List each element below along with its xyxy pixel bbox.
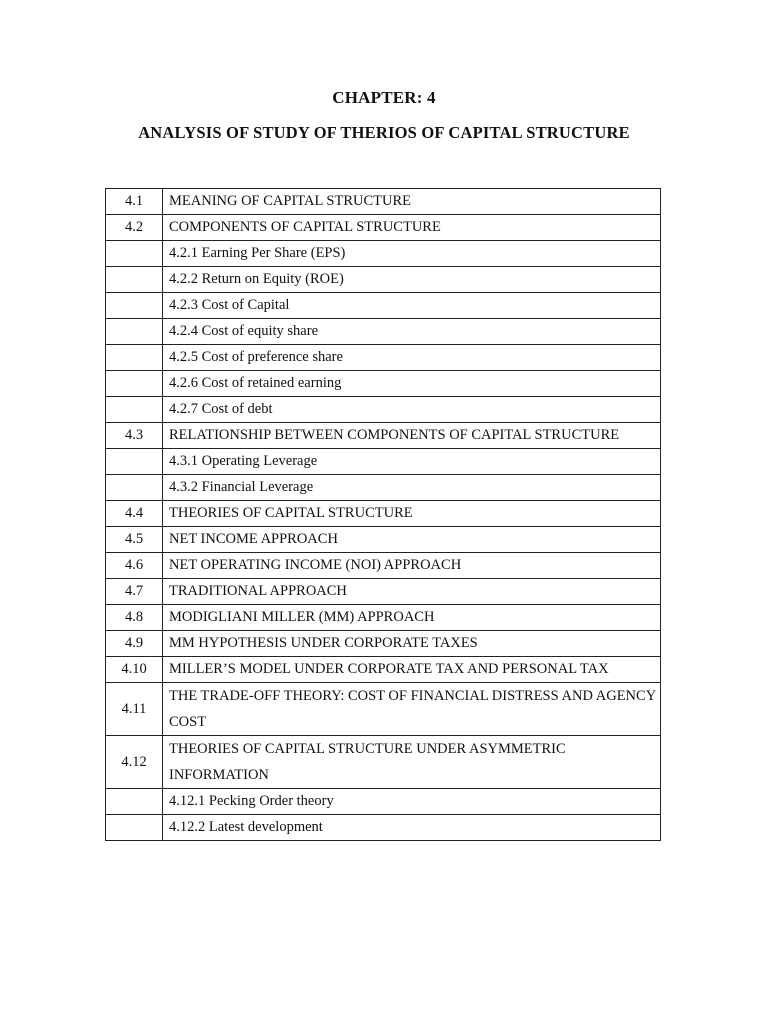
section-number: 4.9 [106, 631, 163, 657]
section-number [106, 345, 163, 371]
section-title: MM HYPOTHESIS UNDER CORPORATE TAXES [163, 631, 661, 657]
section-title: 4.2.2 Return on Equity (ROE) [163, 267, 661, 293]
table-row [106, 815, 661, 841]
table-row [106, 683, 661, 736]
section-title: 4.2.4 Cost of equity share [163, 319, 661, 345]
table-row [106, 371, 661, 397]
section-title: THE TRADE-OFF THEORY: COST OF FINANCIAL DISTRESS AND AGENCY COST [163, 683, 661, 736]
section-title: TRADITIONAL APPROACH [163, 579, 661, 605]
table-row [106, 449, 661, 475]
table-row [106, 527, 661, 553]
table-row [106, 501, 661, 527]
table-row [106, 267, 661, 293]
table-row [106, 789, 661, 815]
section-number: 4.1 [106, 189, 163, 215]
section-title: MILLER’S MODEL UNDER CORPORATE TAX AND PERSONAL TAX [163, 657, 661, 683]
table-row [106, 553, 661, 579]
section-title: THEORIES OF CAPITAL STRUCTURE UNDER ASYMMETRIC INFORMATION [163, 736, 661, 789]
section-title: 4.2.5 Cost of preference share [163, 345, 661, 371]
section-title: COMPONENTS OF CAPITAL STRUCTURE [163, 215, 661, 241]
section-title: 4.12.1 Pecking Order theory [163, 789, 661, 815]
section-title: 4.12.2 Latest development [163, 815, 661, 841]
section-number: 4.11 [106, 683, 163, 736]
section-number: 4.2 [106, 215, 163, 241]
section-number [106, 319, 163, 345]
section-title: 4.2.6 Cost of retained earning [163, 371, 661, 397]
section-title: RELATIONSHIP BETWEEN COMPONENTS OF CAPITAL STRUCTURE [163, 423, 661, 449]
table-row [106, 241, 661, 267]
table-row [106, 397, 661, 423]
section-number: 4.5 [106, 527, 163, 553]
section-title: 4.3.1 Operating Leverage [163, 449, 661, 475]
table-row [106, 189, 661, 215]
section-number: 4.8 [106, 605, 163, 631]
section-number [106, 267, 163, 293]
section-number: 4.10 [106, 657, 163, 683]
section-number: 4.6 [106, 553, 163, 579]
contents-table [105, 188, 661, 841]
section-number [106, 241, 163, 267]
section-title: MEANING OF CAPITAL STRUCTURE [163, 189, 661, 215]
contents-table-body [106, 189, 661, 841]
table-row [106, 631, 661, 657]
section-number [106, 789, 163, 815]
table-row [106, 319, 661, 345]
section-title: NET INCOME APPROACH [163, 527, 661, 553]
section-title: 4.2.7 Cost of debt [163, 397, 661, 423]
table-row [106, 345, 661, 371]
chapter-heading: CHAPTER: 4 [332, 88, 436, 107]
section-number: 4.7 [106, 579, 163, 605]
table-row [106, 579, 661, 605]
table-row [106, 605, 661, 631]
table-row [106, 736, 661, 789]
section-number [106, 475, 163, 501]
table-row [106, 475, 661, 501]
section-title: NET OPERATING INCOME (NOI) APPROACH [163, 553, 661, 579]
section-title: 4.2.1 Earning Per Share (EPS) [163, 241, 661, 267]
table-row [106, 423, 661, 449]
table-row [106, 293, 661, 319]
section-number: 4.12 [106, 736, 163, 789]
section-number [106, 293, 163, 319]
section-number: 4.4 [106, 501, 163, 527]
section-number: 4.3 [106, 423, 163, 449]
section-title: MODIGLIANI MILLER (MM) APPROACH [163, 605, 661, 631]
section-title: 4.3.2 Financial Leverage [163, 475, 661, 501]
section-number [106, 815, 163, 841]
section-number [106, 371, 163, 397]
chapter-title: ANALYSIS OF STUDY OF THERIOS OF CAPITAL STRUCTURE [138, 123, 630, 142]
section-number [106, 397, 163, 423]
section-title: 4.2.3 Cost of Capital [163, 293, 661, 319]
section-title: THEORIES OF CAPITAL STRUCTURE [163, 501, 661, 527]
table-row [106, 215, 661, 241]
section-number [106, 449, 163, 475]
table-row [106, 657, 661, 683]
